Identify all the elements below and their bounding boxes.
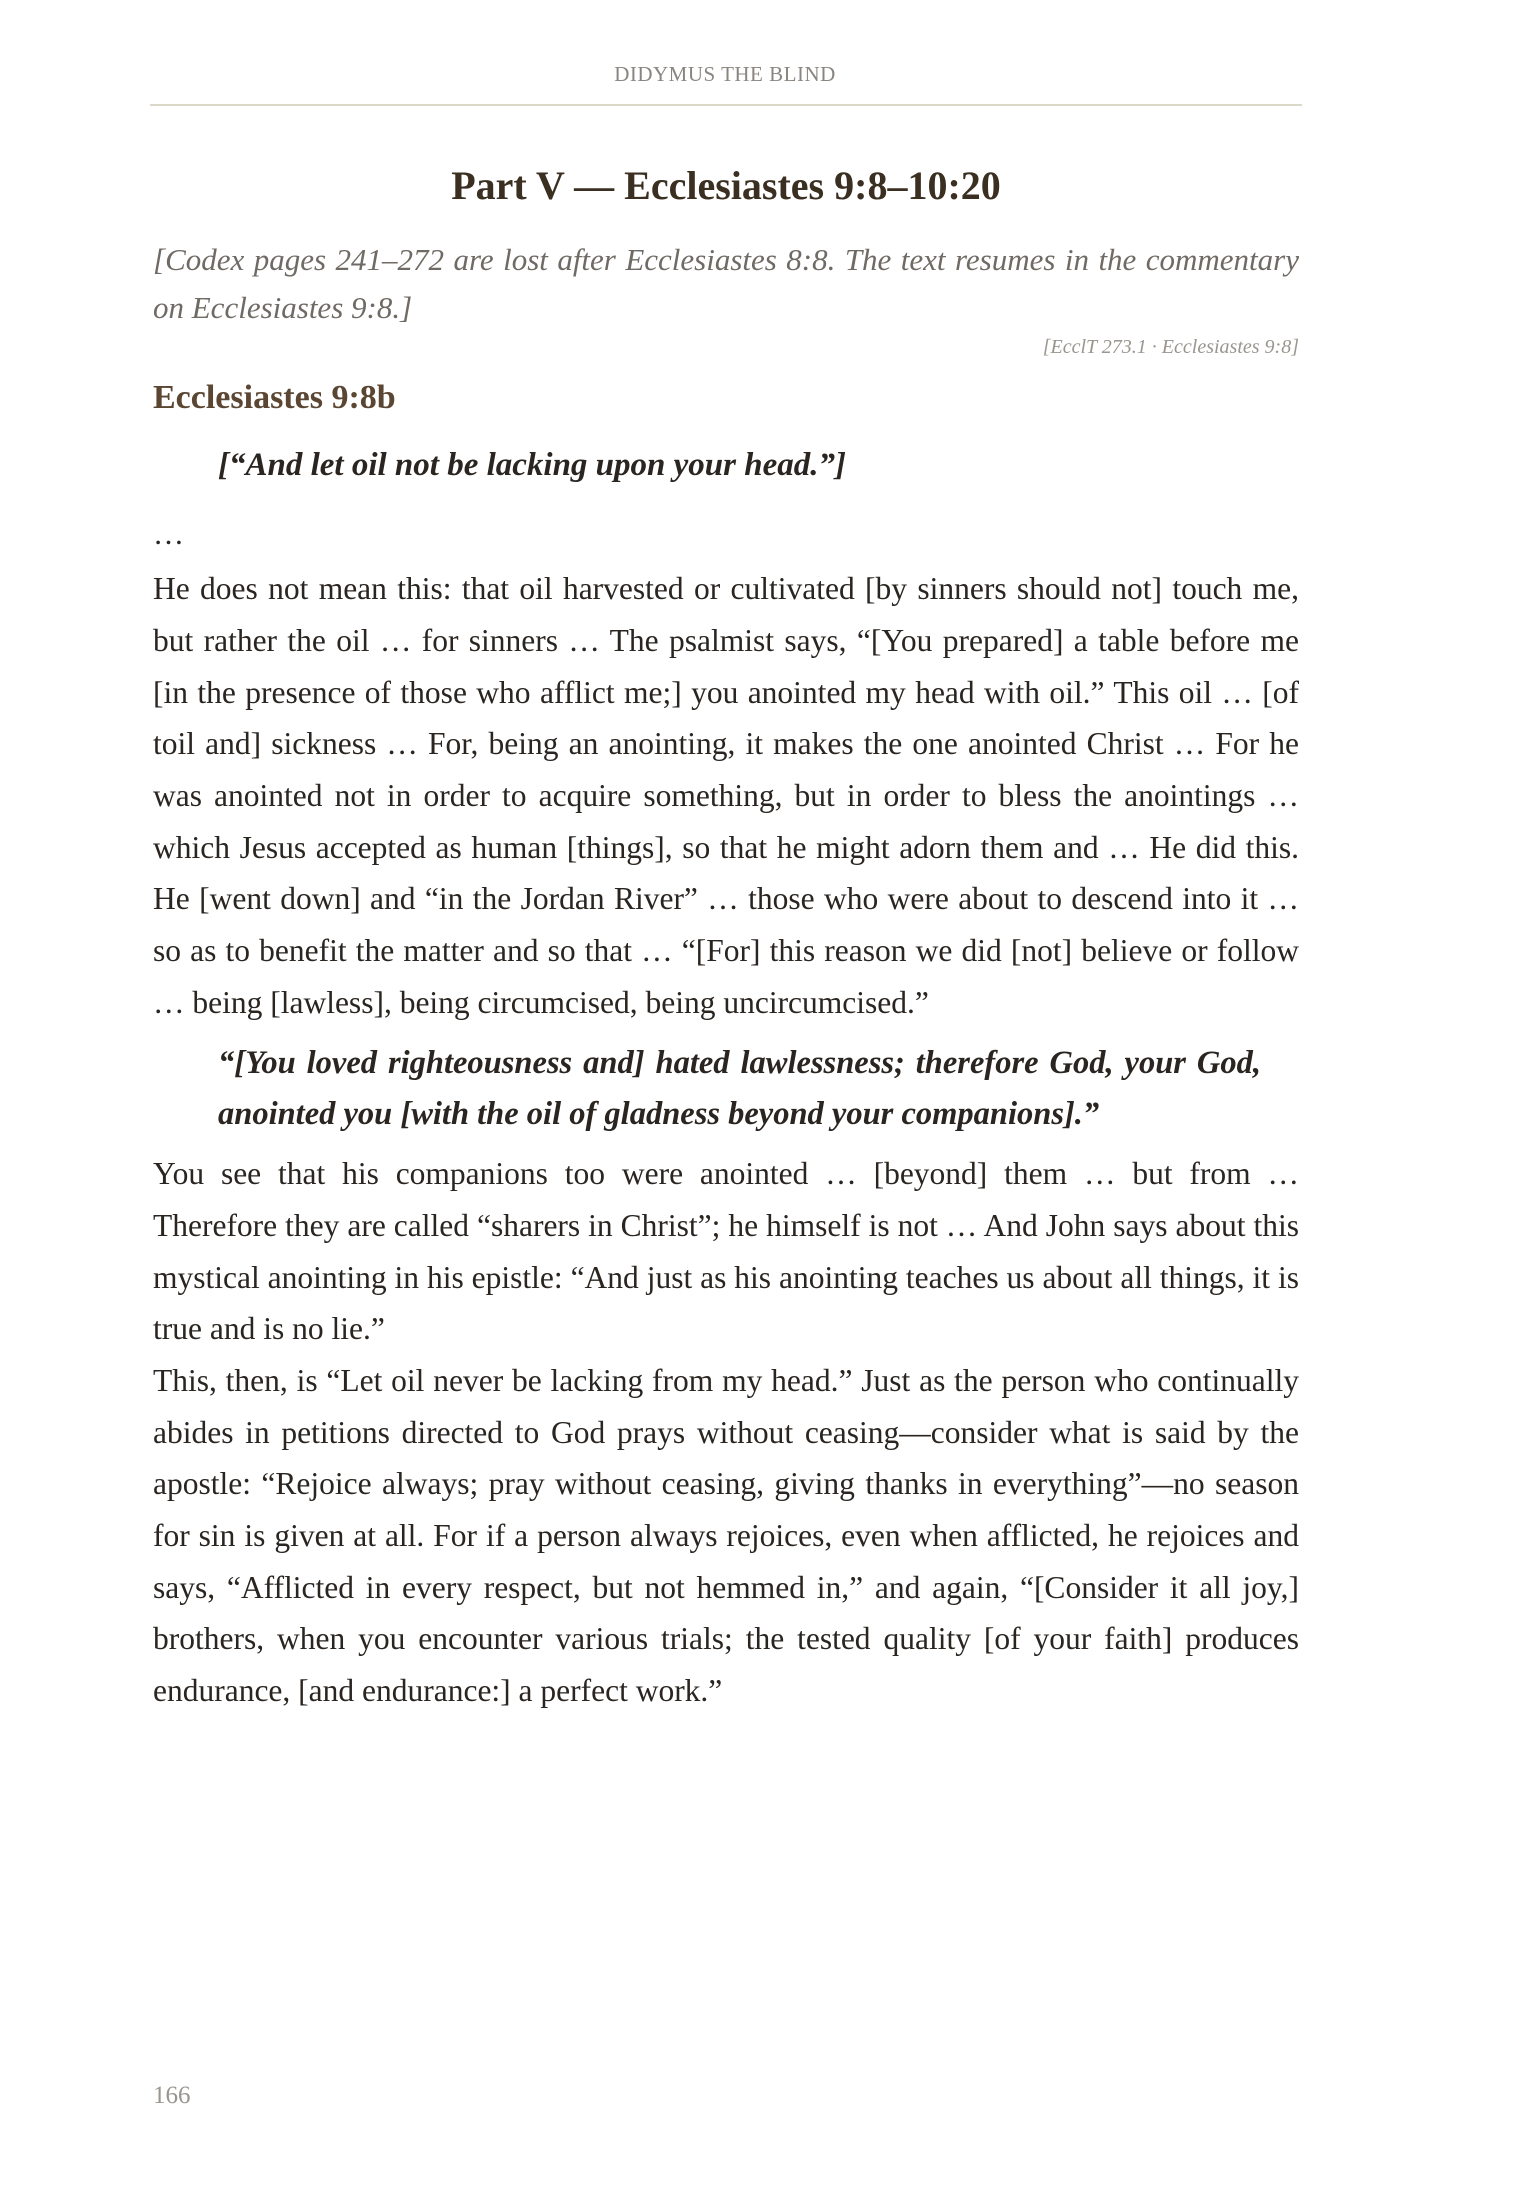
reference-tag: [EcclT 273.1 · Ecclesiastes 9:8] [1042, 336, 1299, 359]
page-number: 166 [153, 2082, 191, 2109]
body-paragraph: This, then, is “Let oil never be lacking from my head.” Just as the person who continually abides in petitions directed to God prays without ceasing—consider what is said by the apostle: “Rejoice always; pray without ceasing, giving thanks in everything”—no season for sin is given at all. For if a person always rejoices, even when afflicted, he rejoices and says, “Afflicted in every respect, but not hemmed in,” and again, “[Consider it all joy,] brothers, when you encounter various trials; the tested quality [of your faith] produces endurance, [and endurance:] a perfect work.” [153, 1363, 1299, 1708]
body-paragraph: You see that his companions too were anointed … [beyond] them … but from … Therefore they are called “sharers in Christ”; he himself is not … And John says about this mystical anointing in his epistle: “And just as his anointing teaches us about all things, it is true and is no lie.” [153, 1156, 1299, 1347]
running-head: DIDYMUS THE BLIND [614, 62, 836, 86]
header-divider [150, 104, 1302, 106]
section-heading: Ecclesiastes 9:8b [153, 379, 396, 417]
part-title: Part V — Ecclesiastes 9:8–10:20 [451, 163, 1001, 208]
lacuna-note: [Codex pages 241–272 are lost after Ecclesiastes 8:8. The text resumes in the commentary on Ecclesiastes 9:8.] [153, 242, 1299, 326]
lemma-quote: [“And let oil not be lacking upon your head.”] [218, 447, 846, 484]
ellipsis-marker: … [153, 516, 184, 552]
block-quote: “[You loved righteousness and] hated lawlessness; therefore God, your God, anointed you [with the oil of gladness beyond your companions].” [218, 1045, 1261, 1133]
body-paragraph: He does not mean this: that oil harvested or cultivated [by sinners should not] touch me, but rather the oil … for sinners … The psalmist says, “[You prepared] a table before me [in the presence of those who afflict me;] you anointed my head with oil.” This oil … [of toil and] sickness … For, being an anointing, it makes the one anointed Christ … For he was anointed not in order to acquire something, but in order to bless the anointings … which Jesus accepted as human [things], so that he might adorn them and … He did this. He [went down] and “in the Jordan River” … those who were about to descend into it … so as to benefit the matter and so that … “[For] this reason we did [not] believe or follow … being [lawless], being circumcised, being uncircumcised.” [153, 571, 1299, 1020]
page-content [153, 160, 1299, 1717]
